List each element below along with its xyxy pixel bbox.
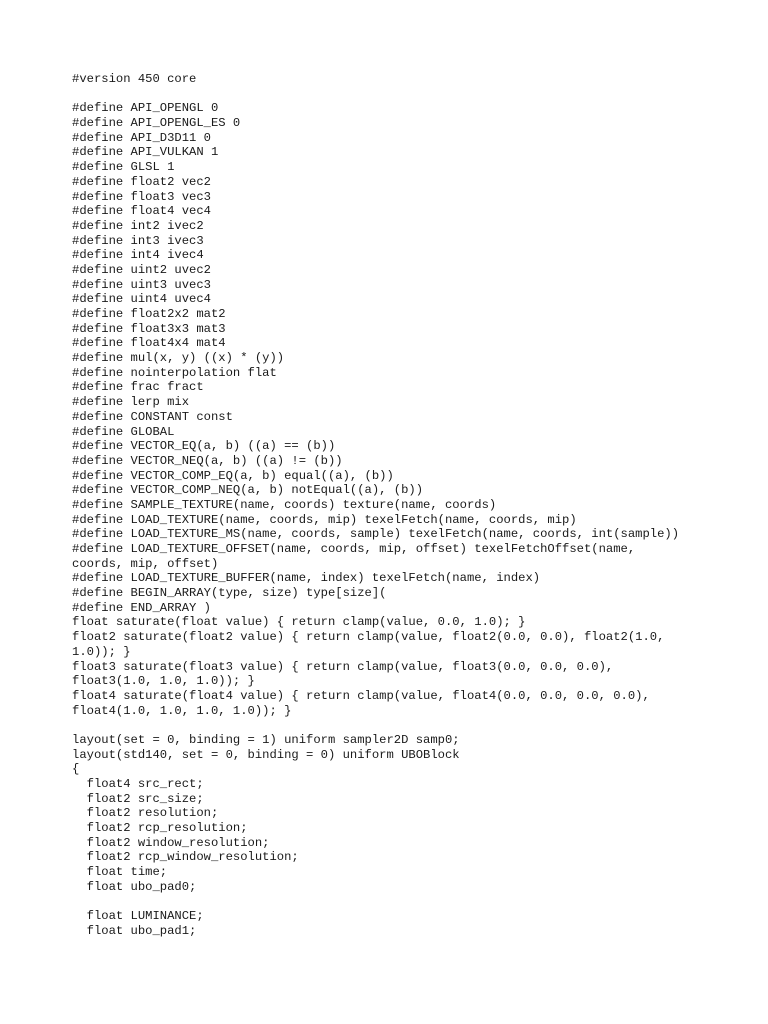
code-line: float2 window_resolution;: [72, 835, 270, 850]
code-line: #define VECTOR_COMP_EQ(a, b) equal((a), (b)): [72, 468, 394, 483]
code-line: #define VECTOR_NEQ(a, b) ((a) != (b)): [72, 453, 343, 468]
code-line: #define GLSL 1: [72, 160, 175, 175]
code-line: #define LOAD_TEXTURE_MS(name, coords, sample) texelFetch(name, coords, int(sample)): [72, 527, 680, 542]
code-line: #define float3x3 mat3: [72, 321, 226, 336]
code-line: #define float2x2 mat2: [72, 307, 226, 321]
code-line: float time;: [72, 865, 168, 880]
code-line: float4 src_rect;: [72, 777, 204, 791]
code-line: #define int3 ivec3: [72, 233, 204, 248]
code-line: float2 src_size;: [72, 791, 204, 806]
code-line: float3(1.0, 1.0, 1.0)); }: [72, 674, 255, 689]
code-line: #define API_OPENGL 0: [72, 101, 219, 116]
code-line: #define VECTOR_COMP_NEQ(a, b) notEqual((a), (b)): [72, 483, 424, 498]
code-line: #define LOAD_TEXTURE_OFFSET(name, coords, mip, offset) texelFetchOffset(name,: [72, 542, 636, 556]
code-line: #define float2 vec2: [72, 174, 211, 189]
code-line: #define API_VULKAN 1: [72, 145, 219, 160]
code-line: #version 450 core: [72, 72, 197, 86]
code-line: float2 rcp_window_resolution;: [72, 850, 299, 865]
code-line: #define API_D3D11 0: [72, 130, 211, 145]
code-line: #define BEGIN_ARRAY(type, size) type[size](: [72, 586, 387, 601]
code-line: #define GLOBAL: [72, 424, 175, 439]
code-line: float saturate(float value) { return clamp(value, 0.0, 1.0); }: [72, 615, 526, 630]
code-line: #define uint4 uvec4: [72, 292, 211, 307]
code-line: #define nointerpolation flat: [72, 365, 277, 380]
code-line: #define SAMPLE_TEXTURE(name, coords) texture(name, coords): [72, 497, 497, 512]
code-line: float ubo_pad0;: [72, 879, 197, 894]
code-line: #define END_ARRAY ): [72, 600, 211, 615]
code-line: float LUMINANCE;: [72, 909, 204, 924]
code-line: #define lerp mix: [72, 395, 190, 410]
code-line: float2 rcp_resolution;: [72, 821, 248, 836]
code-line: float3 saturate(float3 value) { return clamp(value, float3(0.0, 0.0, 0.0),: [72, 659, 614, 674]
code-line: float ubo_pad1;: [72, 923, 197, 938]
code-line: [72, 87, 712, 102]
code-line: #define float3 vec3: [72, 189, 211, 204]
code-line: #define int2 ivec2: [72, 218, 204, 233]
code-line: #define uint3 uvec3: [72, 277, 211, 292]
code-line: #define CONSTANT const: [72, 409, 233, 424]
code-line: [72, 895, 712, 910]
code-line: [72, 718, 712, 733]
code-line: float4(1.0, 1.0, 1.0, 1.0)); }: [72, 703, 292, 718]
code-line: coords, mip, offset): [72, 556, 219, 571]
code-line: #define float4x4 mat4: [72, 336, 226, 351]
code-line: #define frac fract: [72, 380, 204, 395]
code-line: layout(std140, set = 0, binding = 0) uniform UBOBlock: [72, 747, 460, 762]
code-line: #define API_OPENGL_ES 0: [72, 116, 241, 131]
code-line: #define int4 ivec4: [72, 248, 204, 263]
code-line: layout(set = 0, binding = 1) uniform sampler2D samp0;: [72, 732, 460, 747]
code-line: #define LOAD_TEXTURE(name, coords, mip) texelFetch(name, coords, mip): [72, 512, 577, 527]
code-line: float2 saturate(float2 value) { return clamp(value, float2(0.0, 0.0), float2(1.0,: [72, 630, 665, 645]
code-line: #define VECTOR_EQ(a, b) ((a) == (b)): [72, 439, 336, 454]
code-line: #define LOAD_TEXTURE_BUFFER(name, index) texelFetch(name, index): [72, 571, 541, 586]
code-line: #define mul(x, y) ((x) * (y)): [72, 351, 285, 366]
code-line: float4 saturate(float4 value) { return clamp(value, float4(0.0, 0.0, 0.0, 0.0),: [72, 688, 650, 703]
code-line: #define uint2 uvec2: [72, 262, 211, 277]
code-line: float2 resolution;: [72, 806, 219, 821]
code-line: {: [72, 762, 80, 777]
code-line: #define float4 vec4: [72, 204, 211, 219]
code-line: 1.0)); }: [72, 644, 131, 659]
shader-source-code: [72, 72, 712, 939]
